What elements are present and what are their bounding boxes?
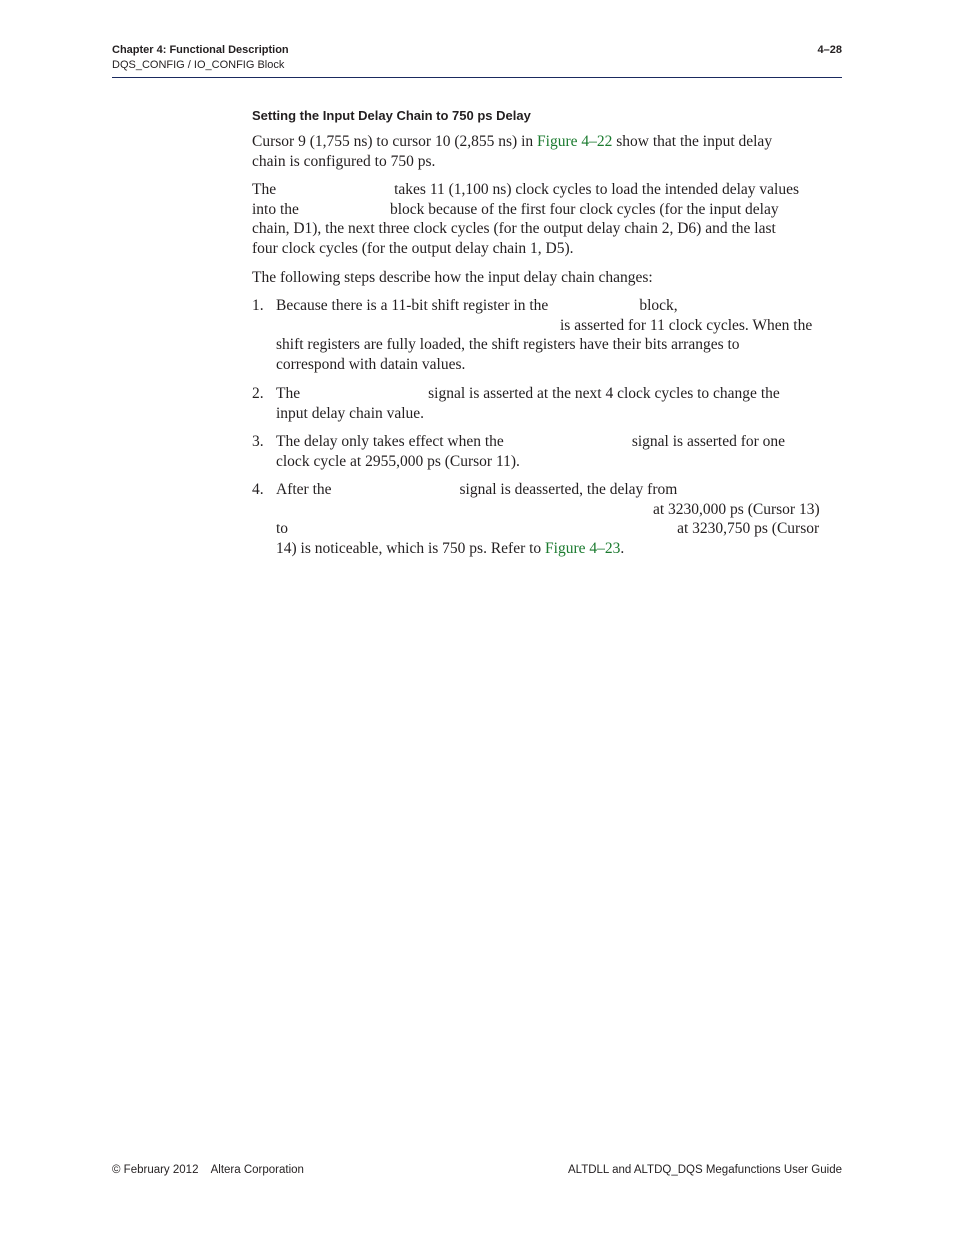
omitted-block-gap — [548, 309, 639, 310]
text-run: at 3230,000 ps (Cursor 13) — [653, 500, 820, 518]
step-number: 4. — [252, 481, 264, 498]
paragraph-line — [276, 480, 820, 500]
text-run: is asserted for 11 clock cycles. When the — [560, 316, 813, 334]
text-run: to — [276, 520, 289, 538]
paragraph-line — [276, 296, 812, 316]
text-run: signal is deasserted, the delay from — [459, 481, 678, 498]
omitted-signal-gap — [276, 193, 394, 194]
step-number: 2. — [252, 385, 264, 402]
text-run: Cursor 9 (1,755 ns) to cursor 10 (2,855 ns) in — [252, 133, 538, 150]
text-run: signal is asserted for one — [631, 433, 786, 450]
footer-guide-title: ALTDLL and ALTDQ_DQS Megafunctions User Guide — [567, 1164, 842, 1176]
text-run: takes 11 (1,100 ns) clock cycles to load the intended delay values — [394, 181, 799, 198]
figure-4-23-link[interactable]: Figure 4–23 — [545, 539, 621, 557]
list-item-step-2 — [276, 384, 780, 423]
paragraph-clock-cycles — [252, 180, 799, 258]
text-run: . — [620, 539, 625, 557]
paragraph-line: shift registers are fully loaded, the shift registers have their bits arranges to — [276, 336, 740, 354]
page-number: 4–28 — [817, 44, 842, 56]
text-run: Because there is a 11-bit shift register in the — [276, 297, 549, 314]
paragraph-line: correspond with datain values. — [276, 355, 466, 373]
omitted-signal-gap — [332, 493, 460, 494]
text-run: show that the input delay — [612, 133, 773, 150]
step-number: 3. — [252, 433, 264, 450]
paragraph-line — [252, 180, 799, 200]
paragraph-line — [252, 132, 772, 152]
text-run: at 3230,750 ps (Cursor — [677, 520, 820, 538]
text-run: The — [252, 181, 277, 198]
list-item-step-1 — [276, 296, 812, 374]
omitted-signal-gap — [300, 397, 428, 398]
paragraph-line — [276, 519, 820, 539]
list-item-step-4 — [276, 480, 820, 558]
paragraph-line: chain is configured to 750 ps. — [252, 152, 436, 170]
text-run: block, — [639, 297, 678, 314]
text-run: The — [276, 385, 301, 402]
text-run: signal is asserted at the next 4 clock cycles to change the — [428, 385, 780, 402]
header-rule — [112, 77, 842, 78]
paragraph-line: chain, D1), the next three clock cycles (for the output delay chain 2, D6) and the last — [252, 220, 776, 238]
paragraph-line: clock cycle at 2955,000 ps (Cursor 11). — [276, 452, 520, 470]
omitted-signal-gap — [276, 329, 560, 330]
text-run: After the — [276, 481, 332, 498]
text-run: 14) is noticeable, which is 750 ps. Refer to — [276, 539, 546, 557]
paragraph-steps-intro — [252, 268, 653, 288]
omitted-signal-gap — [276, 513, 653, 514]
paragraph-line — [276, 500, 820, 520]
paragraph-line: The following steps describe how the input delay chain changes: — [252, 269, 653, 286]
paragraph-line — [276, 384, 780, 404]
text-run: The delay only takes effect when the — [276, 433, 504, 450]
paragraph-line — [252, 200, 799, 220]
omitted-signal-gap — [504, 445, 632, 446]
section-heading: Setting the Input Delay Chain to 750 ps Delay — [252, 108, 531, 123]
text-run: into the — [252, 200, 299, 218]
paragraph-line — [276, 432, 785, 452]
running-header-section: DQS_CONFIG / IO_CONFIG Block — [112, 59, 285, 71]
paragraph-line — [276, 539, 820, 559]
paragraph-line — [276, 316, 812, 336]
figure-4-22-link[interactable]: Figure 4–22 — [537, 133, 613, 150]
paragraph-cursor-range — [252, 132, 772, 171]
omitted-block-gap — [299, 213, 390, 214]
footer-copyright: © February 2012 Altera Corporation — [112, 1164, 304, 1176]
running-header-chapter: Chapter 4: Functional Description — [112, 44, 289, 56]
paragraph-line: input delay chain value. — [276, 404, 425, 422]
omitted-signal-gap — [288, 532, 677, 533]
step-number: 1. — [252, 297, 264, 314]
paragraph-line: four clock cycles (for the output delay chain 1, D5). — [252, 239, 574, 257]
list-item-step-3 — [276, 432, 785, 471]
text-run: block because of the first four clock cycles (for the input delay — [389, 200, 779, 218]
